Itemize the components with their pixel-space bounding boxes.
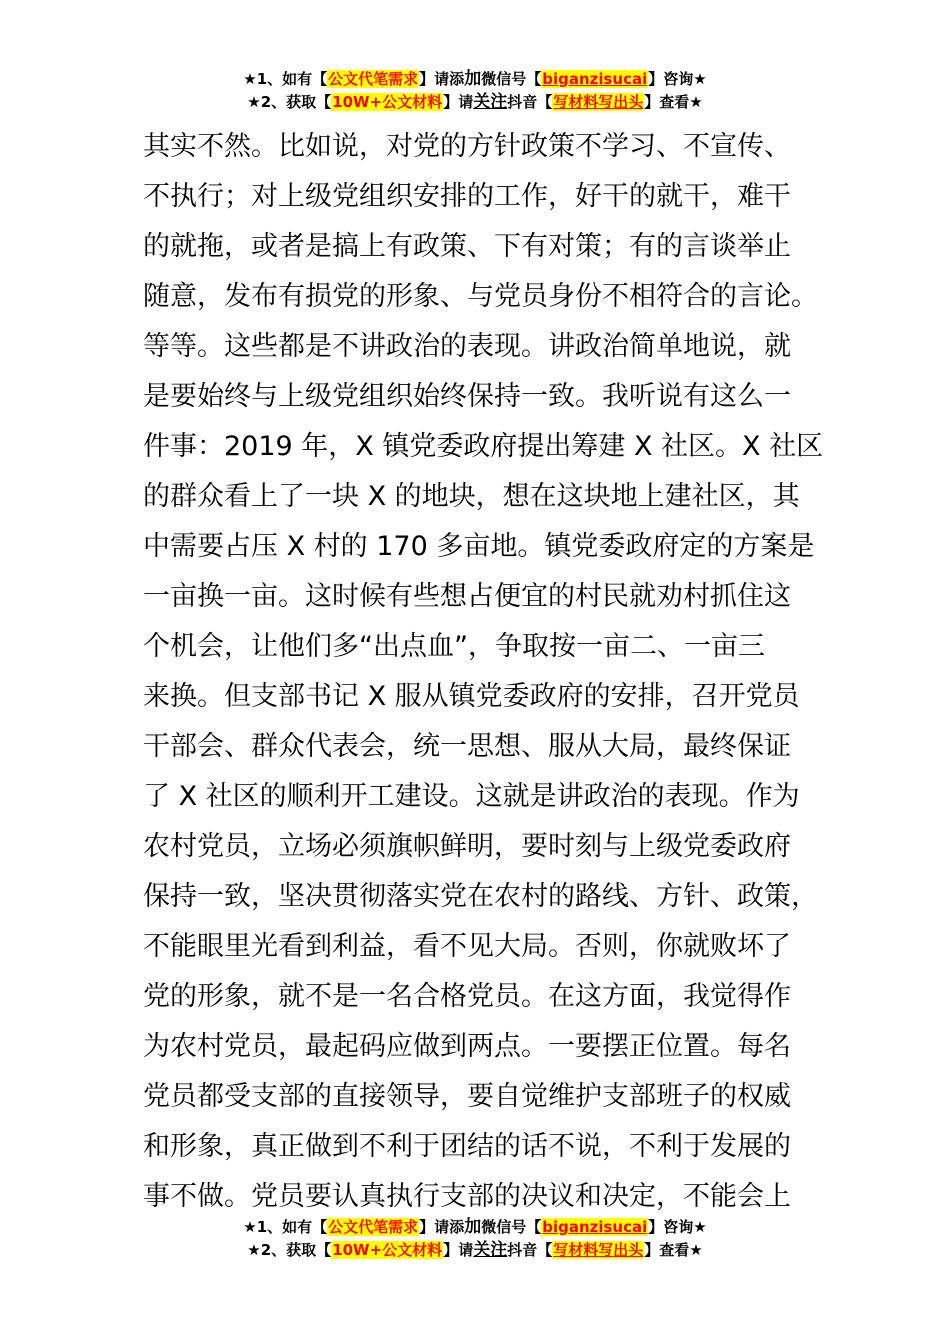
body-line: 随意，发布有损党的形象、与党员身份不相符合的言论。 xyxy=(143,281,818,312)
banner-emphasis: 关注 xyxy=(473,1240,508,1260)
service-highlight: 公文代笔需求 xyxy=(328,70,419,88)
body-line: 了 X 社区的顺利开工建设。这就是讲政治的表现。作为 xyxy=(143,781,800,812)
body-line: 和形象，真正做到不利于团结的话不说，不利于发展的 xyxy=(143,1131,791,1162)
body-line: 干部会、群众代表会，统一思想、服从大局，最终保证 xyxy=(143,731,791,762)
body-line: 事不做。党员要认真执行支部的决议和决定，不能会上 xyxy=(143,1181,791,1212)
douyin-account-link[interactable]: 写材料写出头 xyxy=(553,93,644,111)
body-line: 中需要占压 X 村的 170 多亩地。镇党委政府定的方案是 xyxy=(143,531,815,562)
banner-line-2 xyxy=(0,91,950,114)
douyin-account-link[interactable]: 写材料写出头 xyxy=(553,1241,644,1259)
materials-highlight: 10W+公文材料 xyxy=(332,1241,443,1259)
body-line: 不能眼里光看到利益，看不见大局。否则，你就败坏了 xyxy=(143,931,791,962)
banner-text: 】请添 xyxy=(419,70,465,88)
body-line: 件事：2019 年，X 镇党委政府提出筹建 X 社区。X 社区 xyxy=(143,431,824,462)
body-line: 党的形象，就不是一名合格党员。在这方面，我觉得作 xyxy=(143,981,791,1012)
banner-text: 抖音【 xyxy=(507,1241,553,1259)
body-line: 为农村党员，最起码应做到两点。一要摆正位置。每名 xyxy=(143,1031,791,1062)
body-line: 是要始终与上级党组织始终保持一致。我听说有这么一 xyxy=(143,381,791,412)
document-body xyxy=(143,122,843,1222)
banner-line-1 xyxy=(0,68,950,91)
body-line: 来换。但支部书记 X 服从镇党委政府的安排，召开党员 xyxy=(143,681,800,712)
banner-line-2 xyxy=(0,1239,950,1262)
banner-text: 】查看★ xyxy=(644,93,703,111)
banner-text: ★1、如有【 xyxy=(243,70,328,88)
body-line: 党员都受支部的直接领导，要自觉维护支部班子的权威 xyxy=(143,1081,791,1112)
banner-line-1 xyxy=(0,1216,950,1239)
banner-text: ★1、如有【 xyxy=(243,1218,328,1236)
body-line: 保持一致，坚决贯彻落实党在农村的路线、方针、政策， xyxy=(143,881,818,912)
body-line: 的群众看上了一块 X 的地块，想在这块地上建社区，其 xyxy=(143,481,800,512)
banner-text: 】查看★ xyxy=(644,1241,703,1259)
body-line: 个机会，让他们多“出点血”，争取按一亩二、一亩三 xyxy=(143,631,765,662)
body-line: 一亩换一亩。这时候有些想占便宜的村民就劝村抓住这 xyxy=(143,581,791,612)
body-line: 其实不然。比如说，对党的方针政策不学习、不宣传、 xyxy=(143,131,791,162)
banner-text: ★2、获取【 xyxy=(247,93,332,111)
banner-emphasis: 关注 xyxy=(473,92,508,112)
banner-text: 微信号【 xyxy=(481,1218,542,1236)
banner-text: 微信号【 xyxy=(481,70,542,88)
service-highlight: 公文代笔需求 xyxy=(328,1218,419,1236)
banner-text: 】请 xyxy=(443,1241,474,1259)
banner-text: 】咨询★ xyxy=(648,70,707,88)
banner-text: ★2、获取【 xyxy=(247,1241,332,1259)
banner-text: 】请添 xyxy=(419,1218,465,1236)
banner-emphasis: 加 xyxy=(464,69,482,89)
banner-text: 抖音【 xyxy=(507,93,553,111)
materials-highlight: 10W+公文材料 xyxy=(332,93,443,111)
banner-emphasis: 加 xyxy=(464,1217,482,1237)
banner-text: 】请 xyxy=(443,93,474,111)
body-line: 不执行；对上级党组织安排的工作，好干的就干，难干 xyxy=(143,181,791,212)
banner-text: 】咨询★ xyxy=(648,1218,707,1236)
wechat-id-link[interactable]: biganzisucai xyxy=(542,70,648,88)
bottom-banner xyxy=(0,1216,950,1262)
top-banner xyxy=(0,68,950,114)
wechat-id-link[interactable]: biganzisucai xyxy=(542,1218,648,1236)
body-line: 农村党员，立场必须旗帜鲜明，要时刻与上级党委政府 xyxy=(143,831,791,862)
body-line: 的就拖，或者是搞上有政策、下有对策；有的言谈举止 xyxy=(143,231,791,262)
body-line: 等等。这些都是不讲政治的表现。讲政治简单地说，就 xyxy=(143,331,791,362)
